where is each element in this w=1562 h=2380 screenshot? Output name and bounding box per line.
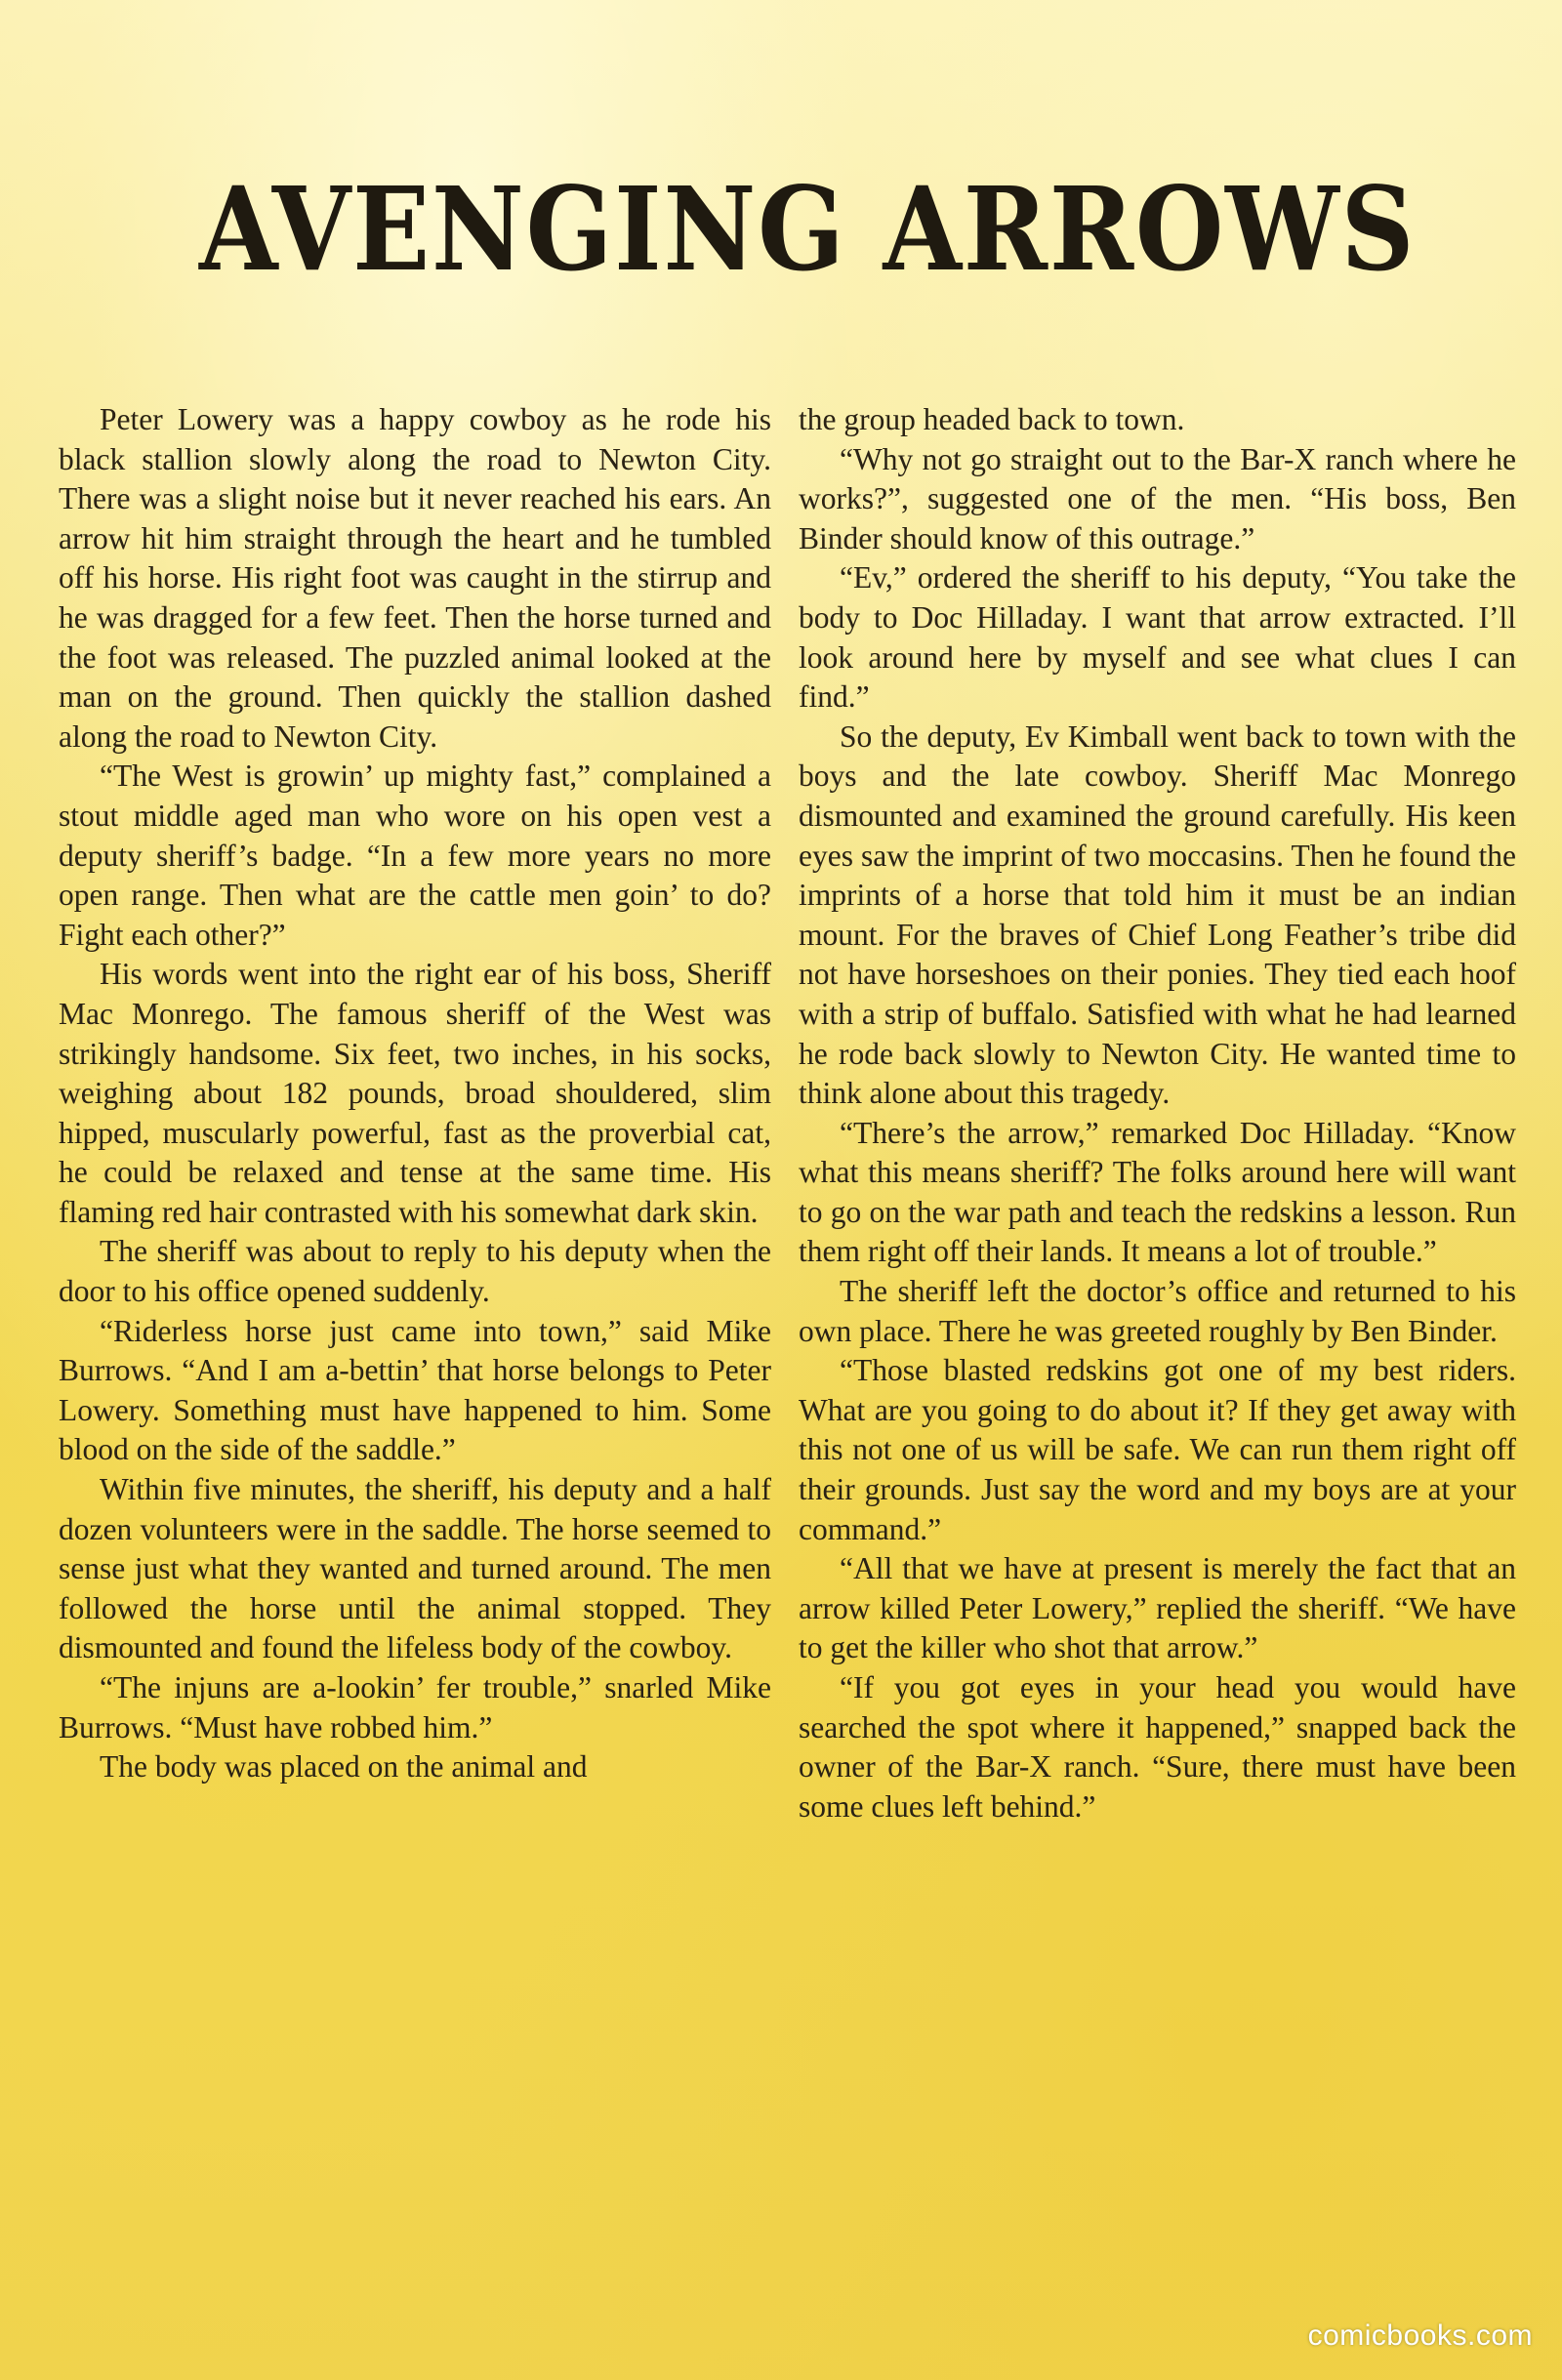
paragraph: “The West is growin’ up mighty fast,” complained a stout middle aged man who wore on his open vest a deputy sheriff’s badge. “In a few more years no more open range. Then what are the cattle men goin’ to do? Fight each other?”: [59, 759, 771, 952]
paragraph-continuation: the group headed back to town.: [799, 402, 1185, 436]
paragraph: The sheriff left the doctor’s office and returned to his own place. There he was greeted roughly by Ben Binder.: [799, 1274, 1516, 1348]
story-title: AVENGING ARROWS: [199, 161, 1417, 297]
paragraph: “Why not go straight out to the Bar-X ranch where he works?”, suggested one of the men. “His boss, Ben Binder should know of this outrage.”: [799, 441, 1516, 555]
paragraph: “Those blasted redskins got one of my best riders. What are you going to do about it? If they get away with this not one of us will be safe. We can run them right off their grounds. Just say the word and my boys are at your command.”: [799, 1353, 1516, 1546]
left-column: [59, 400, 771, 1787]
paragraph: Peter Lowery was a happy cowboy as he rode his black stallion slowly along the road to Newton City. There was a slight noise but it never reached his ears. An arrow hit him straight through the heart and he tumbled off his horse. His right foot was caught in the stirrup and he was dragged for a few feet. Then the horse turned and the foot was released. The puzzled animal looked at the man on the ground. Then quickly the stallion dashed along the road to Newton City.: [59, 402, 771, 754]
paragraph: The sheriff was about to reply to his deputy when the door to his office opened suddenly.: [59, 1234, 771, 1309]
paragraph: The body was placed on the animal and: [100, 1749, 588, 1785]
right-column: [799, 400, 1516, 1826]
paragraph: So the deputy, Ev Kimball went back to town with the boys and the late cowboy. Sheriff Mac Monrego dismounted and examined the ground carefully. His keen eyes saw the imprint of two moccasins. Then he found the imprints of a horse that told him it must be an indian mount. For the braves of Chief Long Feather’s tribe did not have horseshoes on their ponies. They tied each hoof with a strip of buffalo. Satisfied with what he had learned he rode back slowly to Newton City. He wanted time to think alone about this tragedy.: [799, 718, 1516, 1111]
paragraph: “Ev,” ordered the sheriff to his deputy, “You take the body to Doc Hilladay. I want that arrow extracted. I’ll look around here by myself and see what clues I can find.”: [799, 560, 1516, 715]
site-watermark: comicbooks.com: [1307, 2319, 1533, 2352]
paragraph: “The injuns are a-lookin’ fer trouble,” snarled Mike Burrows. “Must have robbed him.”: [59, 1670, 771, 1744]
paragraph: “All that we have at present is merely the fact that an arrow killed Peter Lowery,” replied the sheriff. “We have to get the killer who shot that arrow.”: [799, 1551, 1516, 1665]
paragraph: “There’s the arrow,” remarked Doc Hilladay. “Know what this means sheriff? The folks around here will want to go on the war path and teach the redskins a lesson. Run them right off their lands. It means a lot of trouble.”: [799, 1115, 1516, 1269]
paragraph: Within five minutes, the sheriff, his deputy and a half dozen volunteers were in the saddle. The horse seemed to sense just what they wanted and turned around. The men followed the horse until the animal stopped. They dismounted and found the lifeless body of the cowboy.: [59, 1472, 771, 1665]
paragraph: “Riderless horse just came into town,” said Mike Burrows. “And I am a-bettin’ that horse belongs to Peter Lowery. Something must have happened to him. Some blood on the side of the saddle.”: [59, 1313, 771, 1467]
paragraph: “If you got eyes in your head you would have searched the spot where it happened,” snapped back the owner of the Bar-X ranch. “Sure, there must have been some clues left behind.”: [799, 1670, 1516, 1824]
paragraph: His words went into the right ear of his boss, Sheriff Mac Monrego. The famous sheriff of the West was strikingly handsome. Six feet, two inches, in his socks, weighing about 182 pounds, broad shouldered, slim hipped, muscularly powerful, fast as the proverbial cat, he could be relaxed and tense at the same time. His flaming red hair contrasted with his somewhat dark skin.: [59, 957, 771, 1229]
